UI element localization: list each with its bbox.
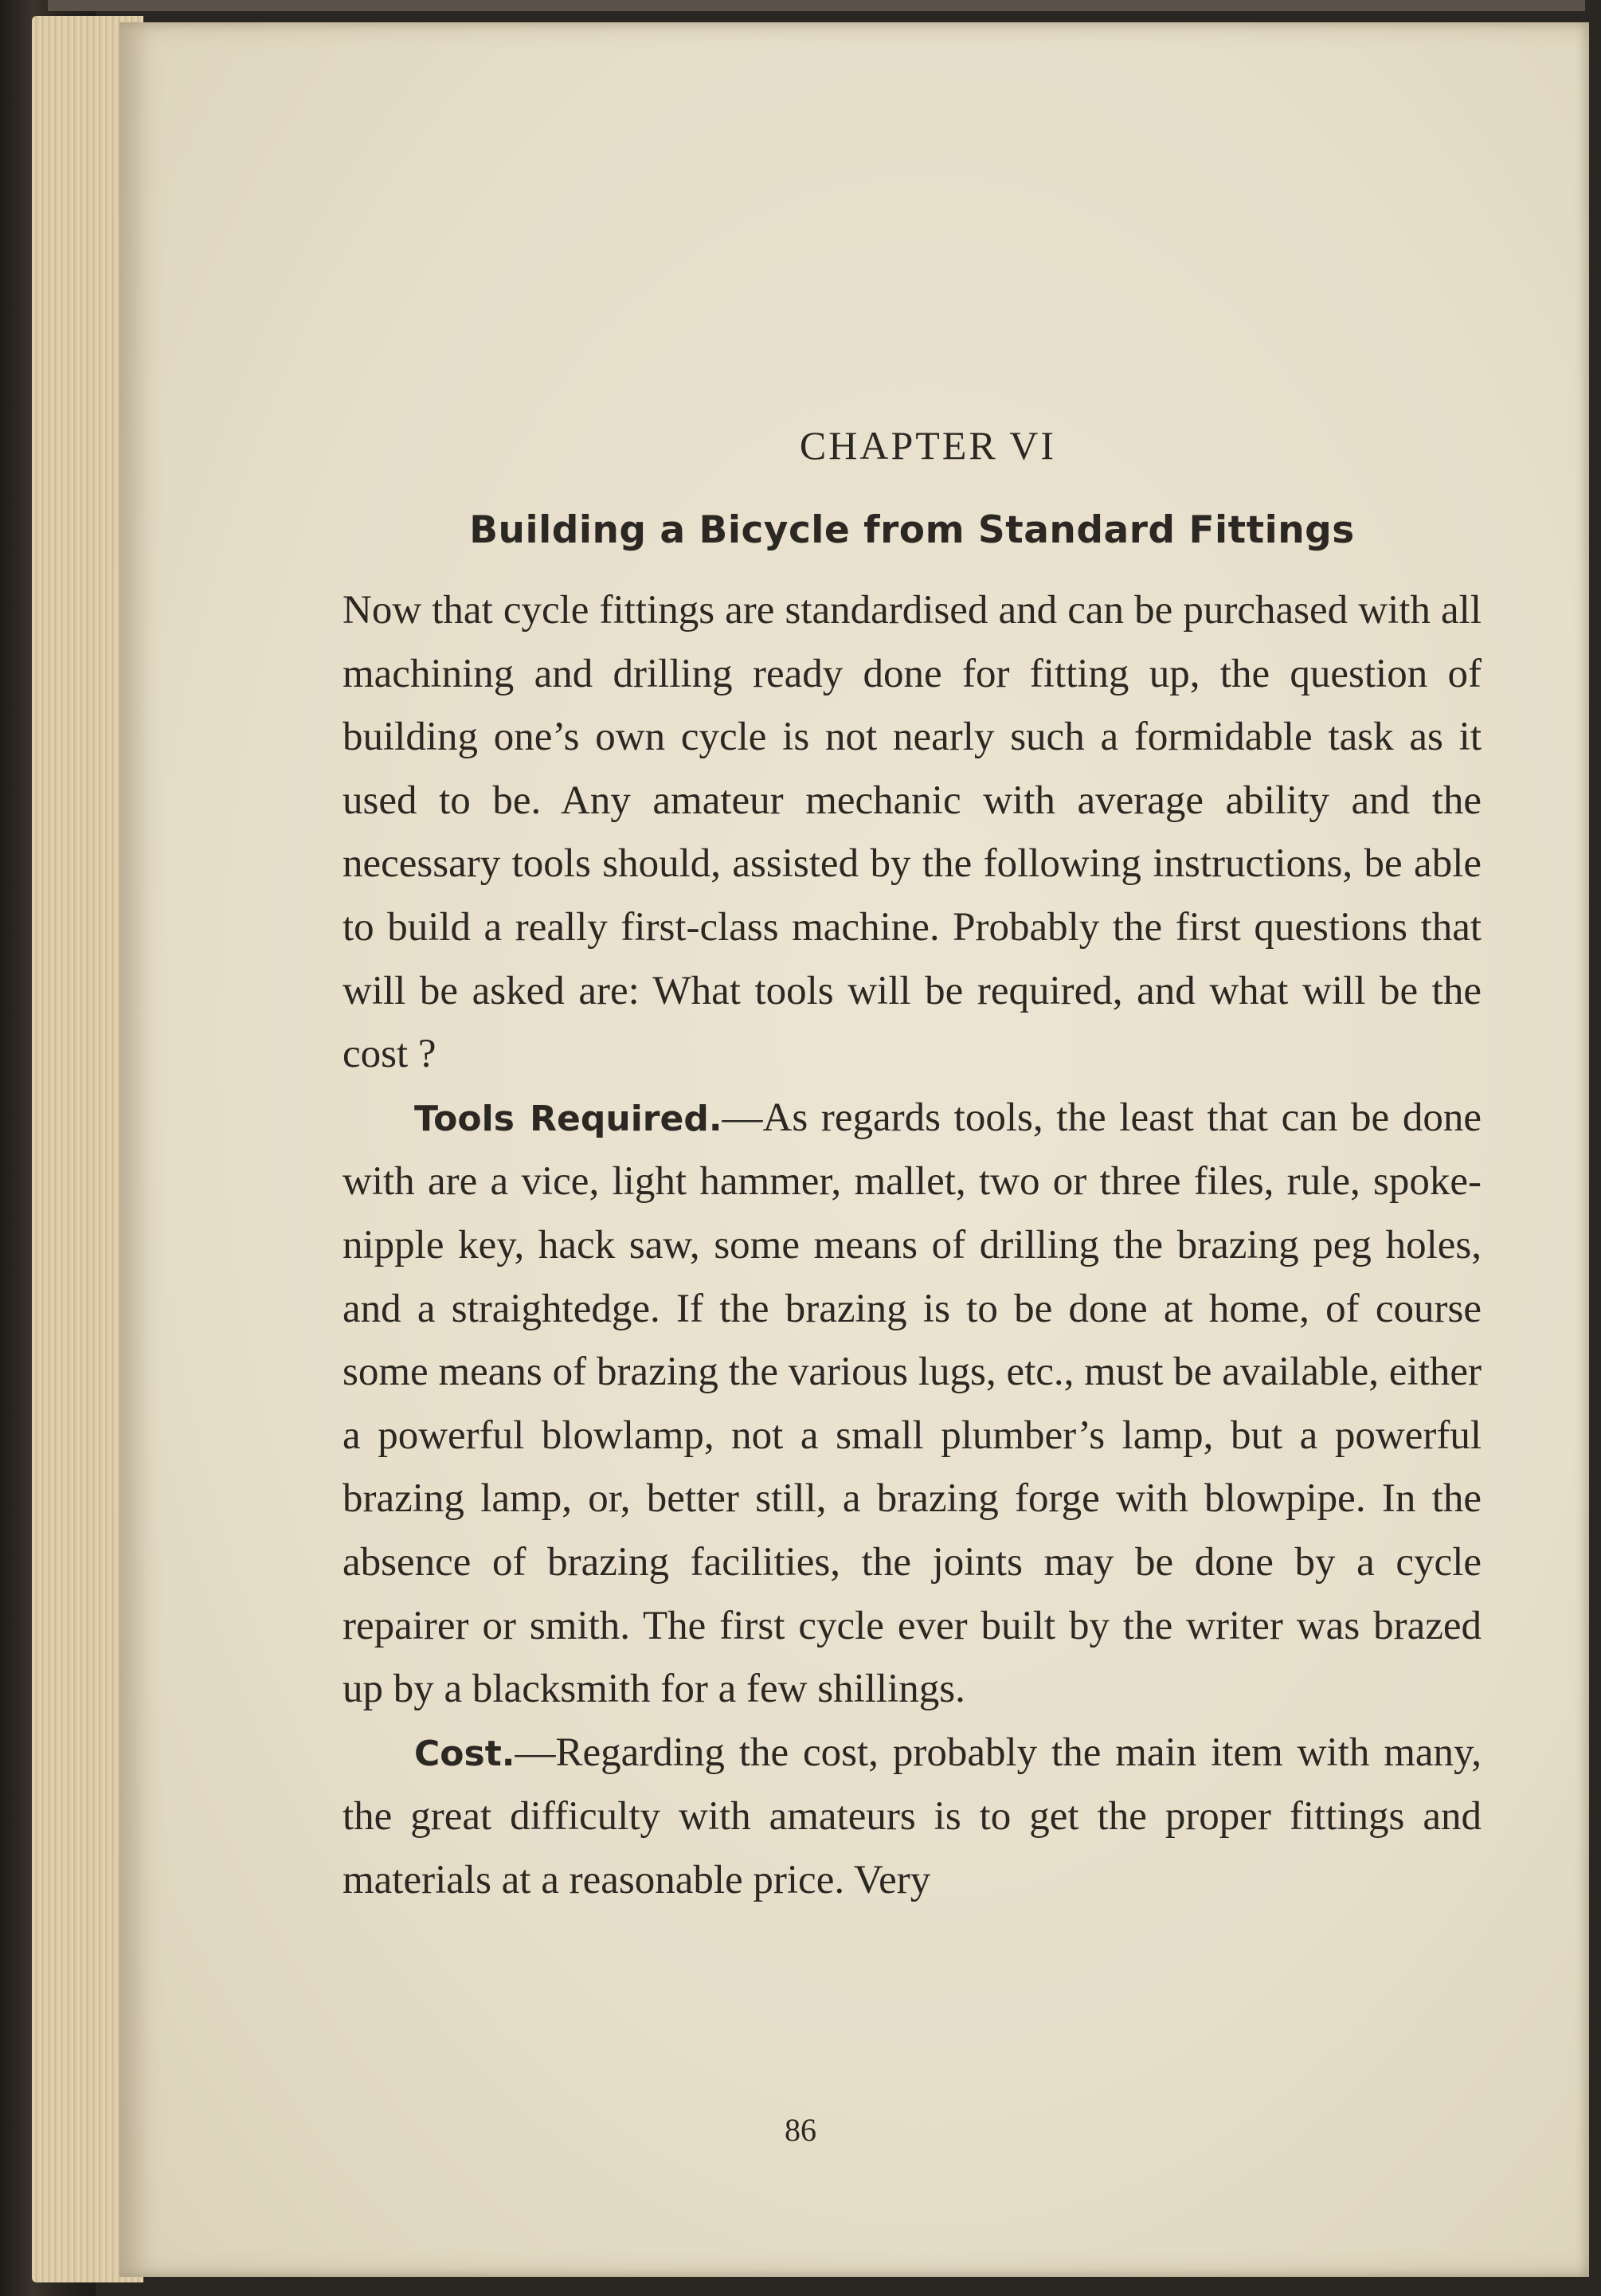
paragraph-text: Now that cycle fittings are standardised and can be purchased with all machining and drilling ready done for fitting up, the question of building one’s own cycle is not nearly such a formidable task as it used to be. Any amateur mechanic with average ability and the necessary tools should, assisted by the following instructions, be able to build a really first-class machine. Probably the first questions that will be asked are: What tools will be required, and what will be the cost ?	[343, 588, 1482, 1077]
paragraph-text: —As regards tools, the least that can be done with are a vice, light hammer, mallet, two or three files, rule, spoke-nipple key, hack saw, some means of drilling the brazing peg holes, and a straightedge. If the brazing is to be done at home, of course some means of brazing the various lugs, etc., must be available, either a powerful blowlamp, not a small plumber’s lamp, but a powerful brazing lamp, or, better still, a brazing forge with blowpipe. In the absence of brazing facilities, the joints may be done by a cycle repairer or smith. The first cycle ever built by the writer was brazed up by a blacksmith for a few shillings.	[343, 1095, 1482, 1712]
chapter-heading: CHAPTER VI	[799, 423, 1057, 468]
paragraph-text: —Regarding the cost, probably the main item with many, the great difficulty with amateurs is to get the proper fittings and materials at a reasonable price. Very	[343, 1730, 1482, 1902]
page-number: 86	[785, 2112, 816, 2148]
paragraph-cost	[343, 1722, 1482, 1913]
paragraph-intro	[343, 579, 1482, 1087]
chapter-title: Building a Bicycle from Standard Fittings	[469, 508, 1355, 552]
book-top-edge	[48, 0, 1585, 11]
paragraph-lead: Tools Required.	[414, 1098, 722, 1139]
page-text-block	[343, 422, 1482, 1912]
paragraph-lead: Cost.	[414, 1733, 515, 1774]
paragraph-tools-required	[343, 1087, 1482, 1722]
